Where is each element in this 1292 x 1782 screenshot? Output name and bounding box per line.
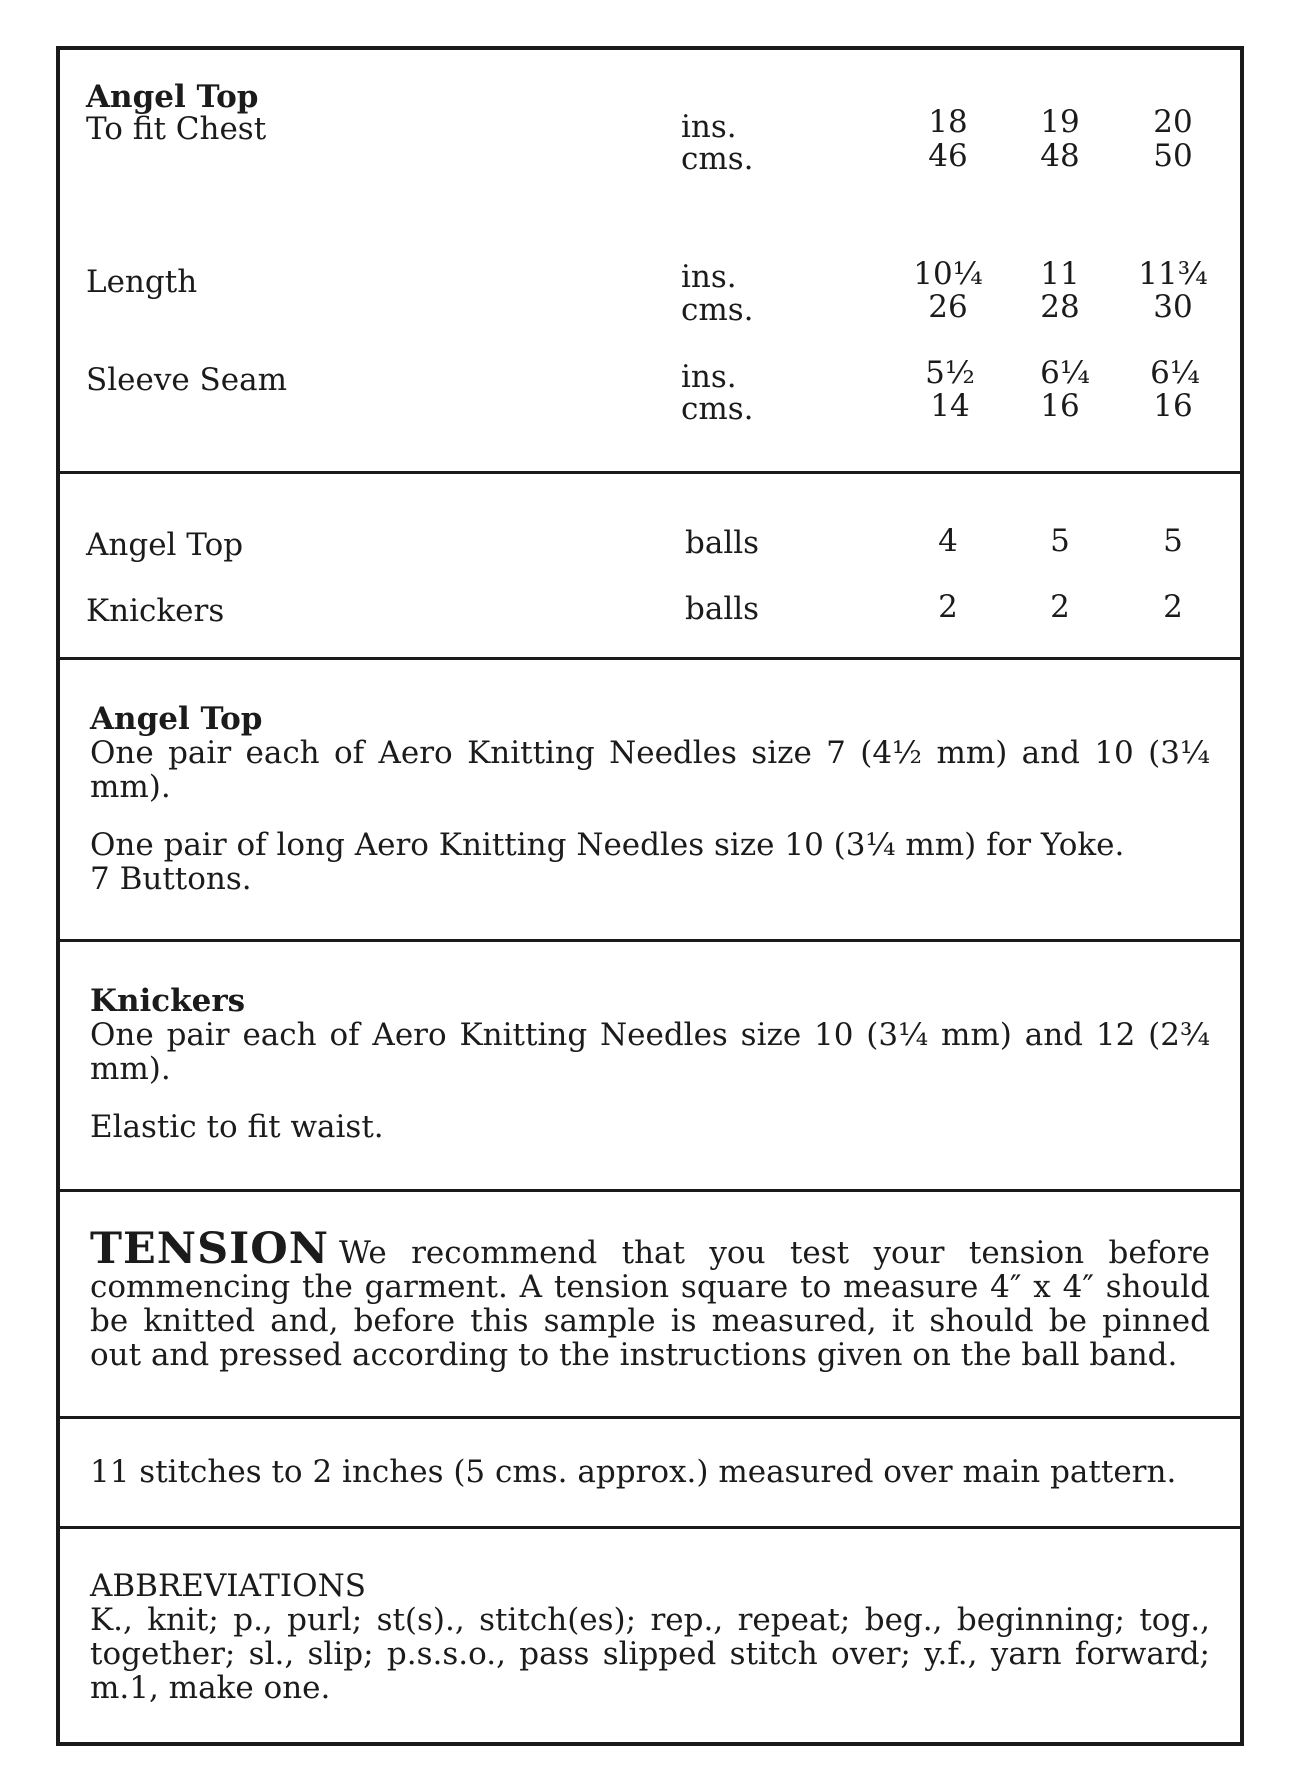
value: 48 — [1040, 138, 1080, 174]
value: 18 — [928, 104, 968, 140]
unit-ins: ins. — [681, 359, 737, 395]
value: 50 — [1153, 138, 1193, 174]
value: 2 — [1050, 589, 1070, 625]
value: 11 — [1040, 256, 1080, 292]
value: 2 — [1163, 589, 1183, 625]
needles-line: One pair each of Aero Knitting Needles size 10 (3¼ mm) and 12 (2¾ mm). — [90, 1017, 1210, 1087]
row-label: To fit Chest — [86, 111, 267, 147]
unit-ins: ins. — [681, 259, 737, 295]
tension-section — [60, 1192, 1240, 1419]
tension-heading: TENSION — [90, 1224, 330, 1274]
knickers-needles-text — [90, 984, 1210, 1144]
materials-section — [60, 474, 1240, 660]
tension-paragraph — [90, 1224, 1210, 1373]
value: 11¾ — [1138, 256, 1208, 292]
knickers-needles-section — [60, 942, 1240, 1192]
measurements-title: Angel Top — [86, 79, 259, 115]
value: 46 — [928, 138, 968, 174]
value: 30 — [1153, 289, 1193, 325]
value: 20 — [1153, 104, 1193, 140]
value: 5 — [1163, 523, 1183, 559]
value: 28 — [1040, 289, 1080, 325]
row-label: Angel Top — [86, 527, 244, 563]
long-needles-line: One pair of long Aero Knitting Needles size 10 (3¼ mm) for Yoke. — [90, 827, 1125, 863]
value: 5½ — [925, 355, 975, 391]
abbreviations-section — [60, 1529, 1240, 1744]
pattern-sheet — [56, 46, 1244, 1746]
value: 6¼ — [1040, 355, 1090, 391]
needles-line: One pair each of Aero Knitting Needles size 7 (4½ mm) and 10 (3¼ mm). — [90, 735, 1210, 805]
elastic-line: Elastic to fit waist. — [90, 1109, 384, 1145]
measurements-section — [60, 50, 1240, 474]
unit-ins: ins. — [681, 109, 737, 145]
gauge-section — [60, 1419, 1240, 1529]
section-heading: Angel Top — [90, 701, 263, 737]
unit-balls: balls — [685, 591, 760, 627]
buttons-line: 7 Buttons. — [90, 861, 252, 897]
unit-cms: cms. — [681, 391, 754, 427]
unit-balls: balls — [685, 525, 760, 561]
section-heading: Knickers — [90, 983, 246, 1019]
unit-cms: cms. — [681, 141, 754, 177]
abbreviations-block — [90, 1569, 1210, 1705]
angel-top-needles-section — [60, 660, 1240, 942]
row-label: Length — [86, 264, 198, 300]
value: 10¼ — [913, 256, 983, 292]
value: 2 — [938, 589, 958, 625]
value: 16 — [1153, 388, 1193, 424]
row-label: Knickers — [86, 593, 225, 629]
value: 5 — [1050, 523, 1070, 559]
value: 14 — [930, 388, 970, 424]
row-label: Sleeve Seam — [86, 362, 288, 398]
value: 26 — [928, 289, 968, 325]
unit-cms: cms. — [681, 292, 754, 328]
abbreviations-text: K., knit; p., purl; st(s)., stitch(es); rep., repeat; beg., beginning; tog., together; sl., slip; p.s.s.o., pass slipped stitch over; y.f., yarn forward; m.1, make one. — [90, 1602, 1210, 1706]
tension-text: We recommend that you test your tension before commencing the garment. A tension square to measure 4″ x 4″ should be knitted and, before this sample is measured, it should be pinned out and pressed according to the instructions given on the ball band. — [90, 1235, 1210, 1373]
value: 6¼ — [1150, 355, 1200, 391]
abbreviations-heading: ABBREVIATIONS — [90, 1568, 366, 1604]
angel-top-needles-text — [90, 702, 1210, 896]
value: 4 — [938, 523, 958, 559]
value: 19 — [1040, 104, 1080, 140]
gauge-text: 11 stitches to 2 inches (5 cms. approx.) measured over main pattern. — [90, 1454, 1177, 1490]
value: 16 — [1040, 388, 1080, 424]
